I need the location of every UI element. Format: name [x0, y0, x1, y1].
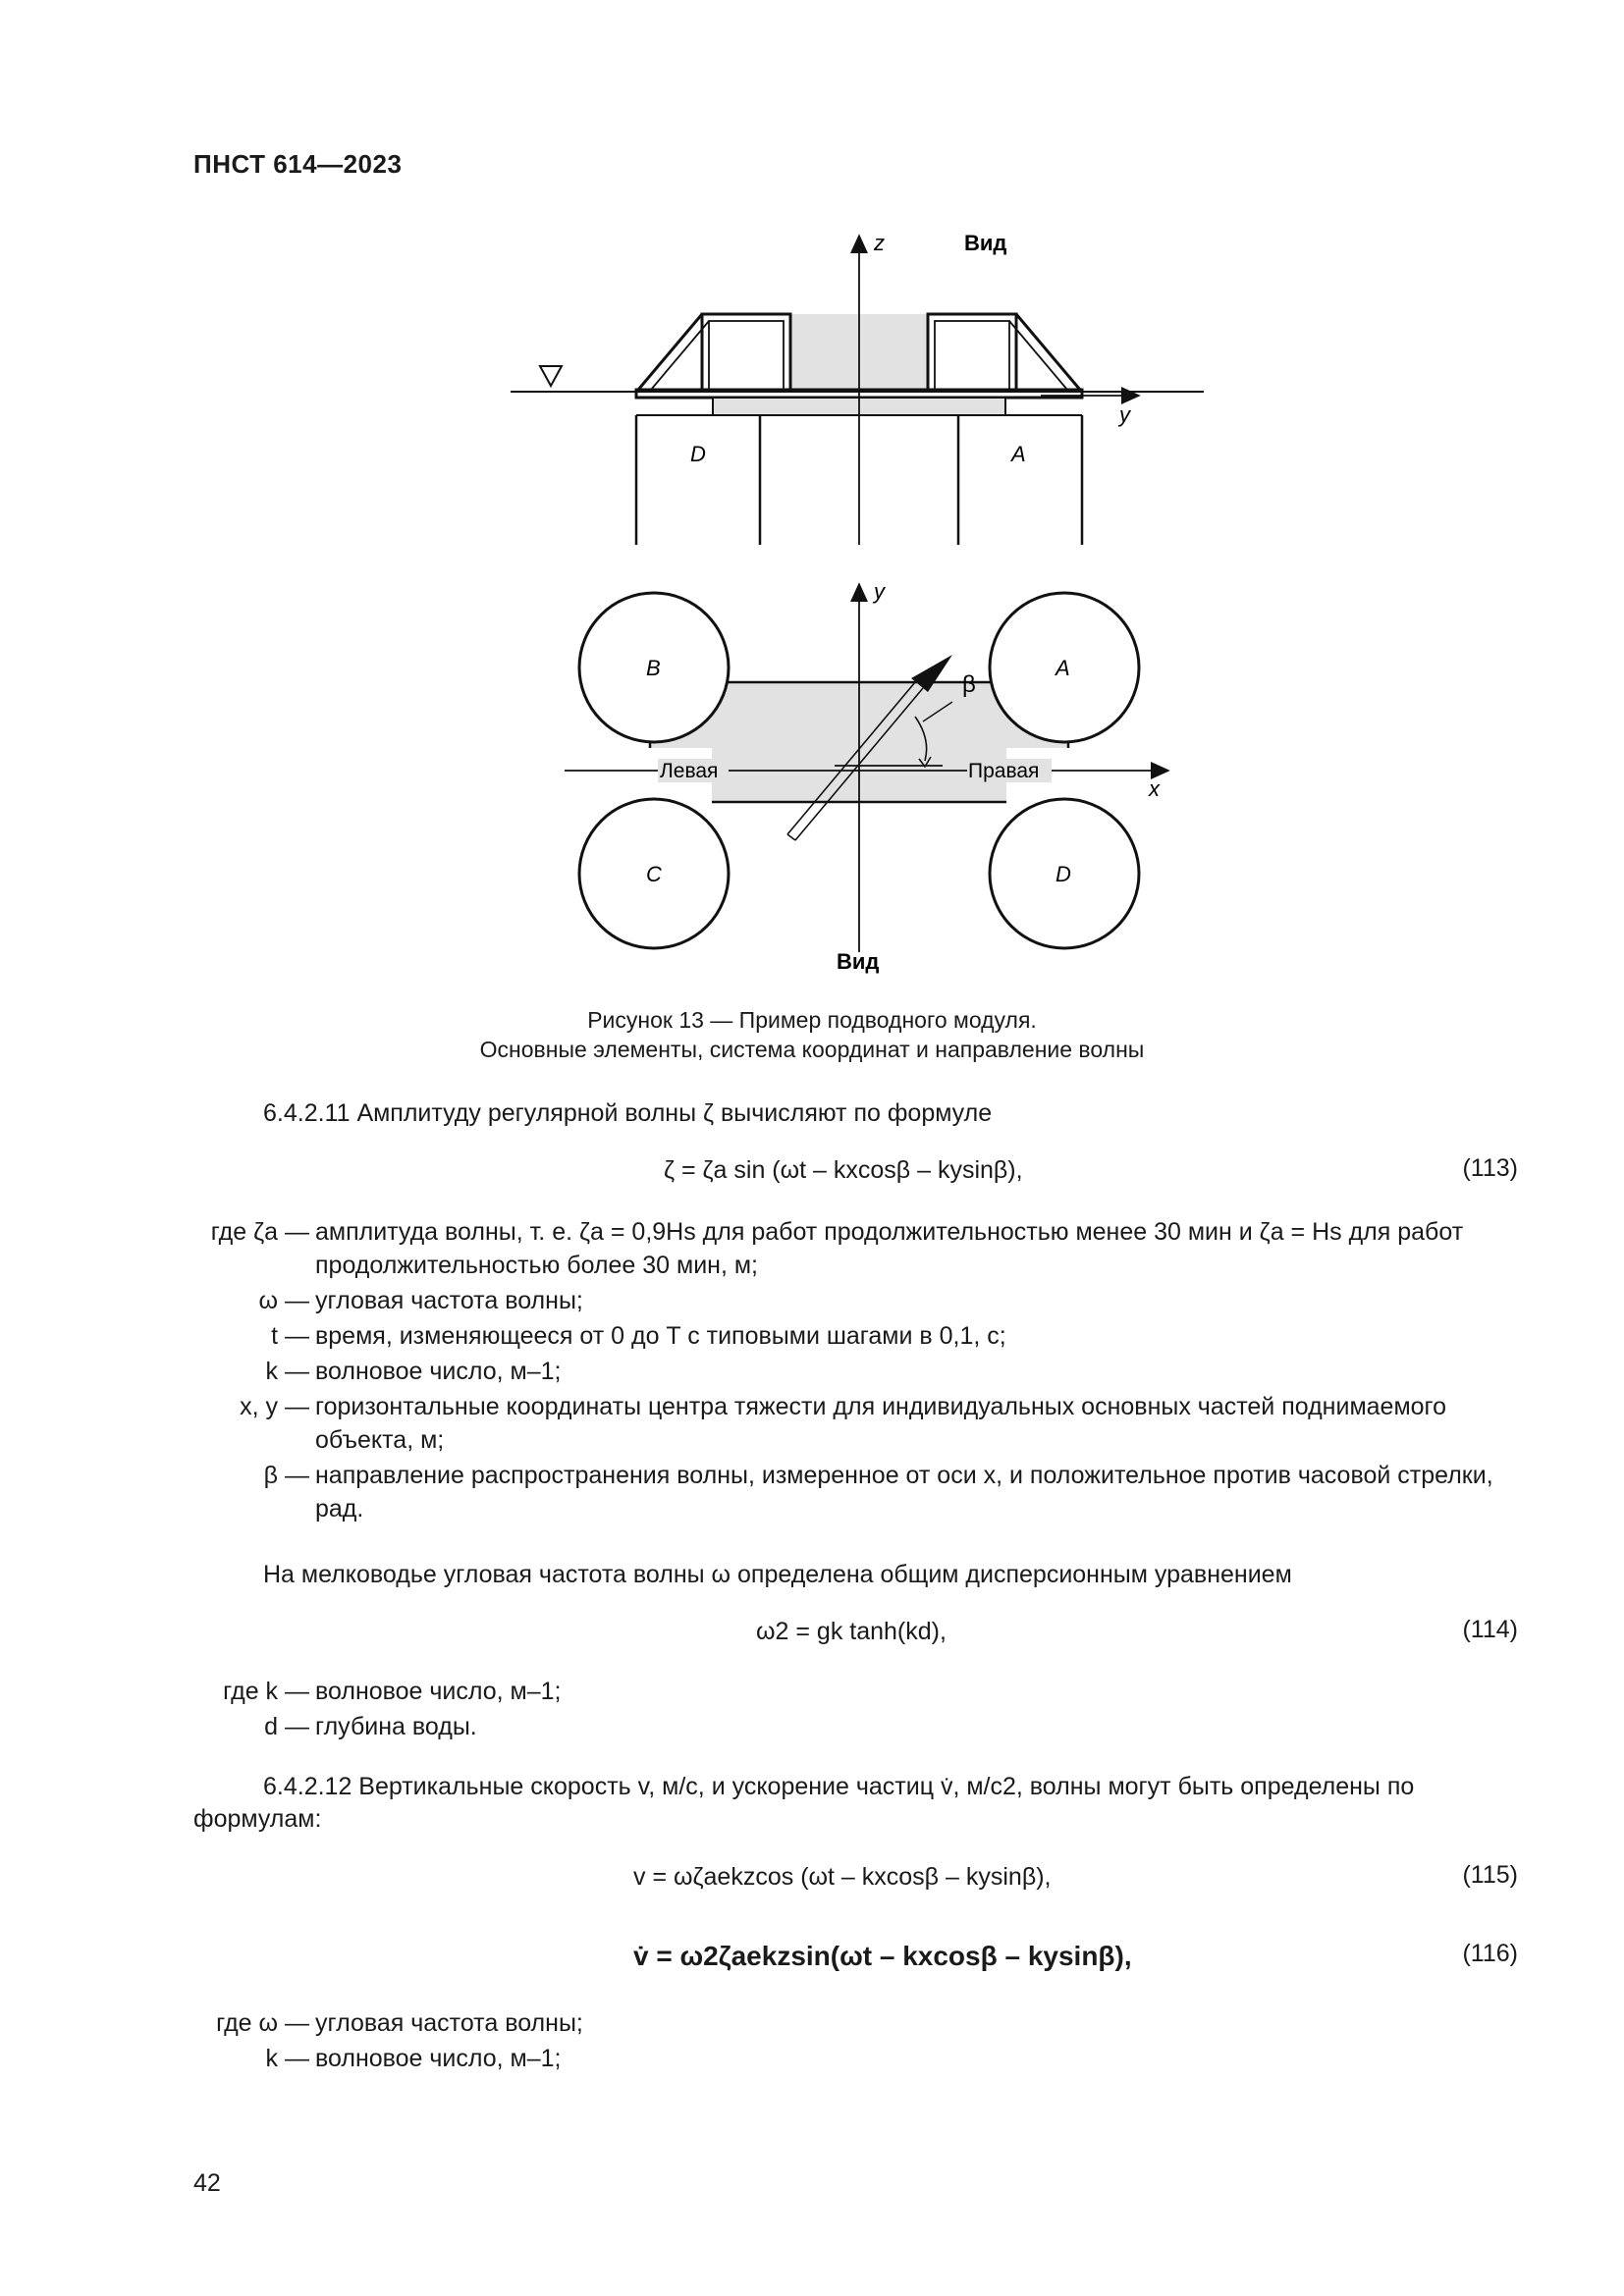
view-label-top: Вид — [964, 231, 1007, 255]
column-c-label: C — [646, 862, 662, 886]
definition-item — [193, 1284, 1521, 1317]
definition-item — [193, 1459, 1521, 1525]
definition-symbol: где ω — — [216, 2009, 309, 2037]
side-label-d: D — [690, 442, 706, 466]
definition-text: волновое число, м–1; — [315, 1358, 562, 1385]
section-6-4-2-12-intro: 6.4.2.12 Вертикальные скорость v, м/с, и ускорение частиц v̇, м/с2, волны могут быть определены по формулам: — [193, 1773, 1415, 1833]
document-header: ПНСТ 614—2023 — [193, 149, 403, 179]
definition-symbol: t — — [271, 1322, 309, 1350]
definition-text: амплитуда волны, т. е. ζa = 0,9Hs для работ продолжительностью менее 30 мин и ζa = Hs для работ продолжительностью более 30 мин, м; — [315, 1218, 1464, 1279]
equation-number-115: (115) — [1462, 1861, 1518, 1889]
page-number: 42 — [193, 2169, 221, 2197]
definition-item — [193, 1355, 1521, 1388]
beta-label: β — [962, 671, 976, 698]
definition-symbol: k — — [265, 1358, 309, 1385]
column-d-label: D — [1056, 862, 1071, 886]
axis-z-label: z — [874, 231, 885, 255]
column-b-label: B — [646, 656, 661, 680]
definition-item — [193, 2042, 1521, 2075]
definitions-115-116 — [193, 2006, 1521, 2077]
figure-drawing — [491, 221, 1237, 982]
definition-item — [193, 1215, 1521, 1282]
axis-x-label: x — [1149, 776, 1160, 801]
definition-symbol: d — — [264, 1713, 309, 1740]
equation-number-114: (114) — [1462, 1616, 1518, 1643]
side-view — [511, 236, 1204, 545]
figure-caption-line2: Основные элементы, система координат и направление волны — [479, 1037, 1145, 1062]
definition-text: время, изменяющееся от 0 до T с типовыми шагами в 0,1, с; — [315, 1322, 1006, 1350]
definition-symbol: где ζa — — [210, 1218, 309, 1246]
view-label-bottom: Вид — [837, 949, 880, 974]
definition-item — [193, 2006, 1521, 2040]
section-6-4-2-11-intro: 6.4.2.11 Амплитуду регулярной волны ζ вычисляют по формуле — [263, 1099, 993, 1127]
definition-symbol: x, y — — [240, 1393, 309, 1420]
definition-symbol: где k — — [223, 1678, 309, 1705]
formula-115: v = ωζaekzcos (ωt – kxcosβ – kysinβ), — [633, 1863, 1052, 1891]
definition-symbol: ω — — [258, 1287, 309, 1314]
equation-number-113: (113) — [1462, 1154, 1518, 1182]
definition-text: угловая частота волны; — [315, 2009, 583, 2037]
formula-113: ζ = ζa sin (ωt – kxcosβ – kysinβ), — [664, 1156, 1023, 1184]
definition-item — [193, 1675, 1521, 1708]
right-side-label: Правая — [968, 760, 1040, 782]
definition-item — [193, 1319, 1521, 1353]
figure-13 — [491, 221, 1237, 982]
formula-114: ω2 = gk tanh(kd), — [756, 1618, 947, 1645]
definition-text: горизонтальные координаты центра тяжести для индивидуальных основных частей поднимаемого объекта, м; — [315, 1393, 1447, 1454]
definition-symbol: k — — [265, 2045, 309, 2072]
definitions-114 — [193, 1675, 1521, 1745]
left-side-label: Левая — [660, 760, 719, 782]
equation-number-116: (116) — [1462, 1940, 1518, 1967]
definition-item — [193, 1390, 1521, 1457]
formula-116: v̇ = ω2ζaekzsin(ωt – kxcosβ – kysinβ), — [633, 1941, 1132, 1971]
side-label-a: A — [1011, 442, 1026, 466]
definition-text: волновое число, м–1; — [315, 1678, 562, 1705]
axis-y-top-label: y — [874, 579, 885, 604]
definition-item — [193, 1710, 1521, 1743]
top-view — [565, 584, 1168, 952]
definition-text: глубина воды. — [315, 1713, 477, 1740]
axis-y-side-label: y — [1119, 402, 1130, 427]
definitions-113 — [193, 1215, 1521, 1527]
definition-symbol: β — — [263, 1462, 309, 1489]
definition-text: направление распространения волны, измеренное от оси x, и положительное против часовой стрелки, рад. — [315, 1462, 1493, 1522]
figure-caption-line1: Рисунок 13 — Пример подводного модуля. — [587, 1007, 1037, 1033]
definition-text: волновое число, м–1; — [315, 2045, 562, 2072]
column-a-label: A — [1056, 656, 1070, 680]
definition-text: угловая частота волны; — [315, 1287, 583, 1314]
shallow-water-intro: На мелководье угловая частота волны ω определена общим дисперсионным уравнением — [263, 1561, 1292, 1588]
